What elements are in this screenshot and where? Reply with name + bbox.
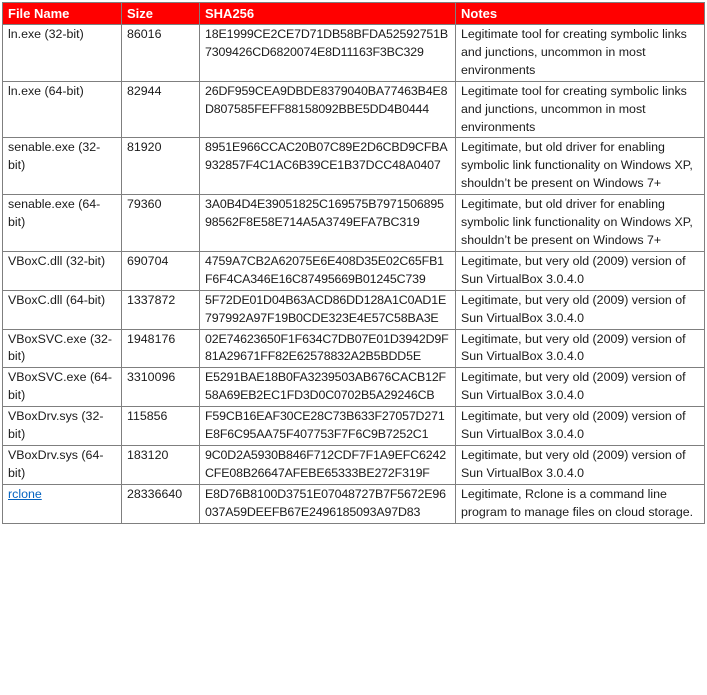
file-name-cell: VBoxDrv.sys (32-bit) [3, 407, 122, 446]
file-name-cell: VBoxSVC.exe (32-bit) [3, 329, 122, 368]
notes-cell: Legitimate, Rclone is a command line program to manage files on cloud storage. [456, 484, 705, 523]
size-cell: 690704 [122, 251, 200, 290]
sha256-cell: 4​7​5​9​A​7​C​B​2​A​6​2​0​7​5​E​6​E​4​0​8​D​3​5​E​0​2​C​6​5​F​B​1​F​6​F​4​C​A​3​4​6​E​1​6​C​8​7​4​9​5​6​6​9​B​0​1​2​4​5​C​7​3​9​ [200, 251, 456, 290]
notes-cell: Legitimate, but old driver for enabling symbolic link functionality on Windows XP, shouldn’t be present on Windows 7+ [456, 195, 705, 252]
file-name-cell: VBoxSVC.exe (64-bit) [3, 368, 122, 407]
sha256-cell: F​5​9​C​B​1​6​E​A​F​3​0​C​E​2​8​C​7​3​B​6​3​3​F​2​7​0​5​7​D​2​7​1​E​8​F​6​C​9​5​A​A​7​5​F​4​0​7​7​5​3​F​7​F​6​C​9​B​7​2​5​2​C​1​ [200, 407, 456, 446]
rclone-link[interactable]: rclone [8, 486, 42, 501]
header-file-name: File Name [3, 3, 122, 25]
table-row [3, 484, 705, 523]
notes-cell: Legitimate, but very old (2009) version of Sun VirtualBox 3.0.4.0 [456, 290, 705, 329]
file-name-cell: VBoxDrv.sys (64-bit) [3, 445, 122, 484]
size-cell: 81920 [122, 138, 200, 195]
sha256-cell: E​8​D​7​6​B​8​1​0​0​D​3​7​5​1​E​0​7​0​4​8​7​2​7​B​7​F​5​6​7​2​E​9​6​0​3​7​A​5​9​D​E​E​F​B​6​7​E​2​4​9​6​1​8​5​0​9​3​A​9​7​D​8​3​ [200, 484, 456, 523]
notes-cell: Legitimate, but very old (2009) version of Sun VirtualBox 3.0.4.0 [456, 407, 705, 446]
table-row [3, 290, 705, 329]
notes-cell: Legitimate tool for creating symbolic links and junctions, uncommon in most environments [456, 25, 705, 82]
table-row [3, 407, 705, 446]
size-cell: 28336640 [122, 484, 200, 523]
size-cell: 1337872 [122, 290, 200, 329]
notes-cell: Legitimate tool for creating symbolic links and junctions, uncommon in most environments [456, 81, 705, 138]
file-hash-table [2, 2, 705, 524]
notes-cell: Legitimate, but very old (2009) version of Sun VirtualBox 3.0.4.0 [456, 445, 705, 484]
file-name-cell: senable.exe (32-bit) [3, 138, 122, 195]
size-cell: 86016 [122, 25, 200, 82]
file-name-cell: VBoxC.dll (32-bit) [3, 251, 122, 290]
file-name-cell: VBoxC.dll (64-bit) [3, 290, 122, 329]
sha256-cell: E​5​2​9​1​B​A​E​1​8​B​0​F​A​3​2​3​9​5​0​3​A​B​6​7​6​C​A​C​B​1​2​F​5​8​A​6​9​E​B​2​E​C​1​F​D​3​D​0​C​0​7​0​2​B​5​A​2​9​2​4​6​C​B​ [200, 368, 456, 407]
size-cell: 183120 [122, 445, 200, 484]
header-row [3, 3, 705, 25]
sha256-cell: 8​9​5​1​E​9​6​6​C​C​A​C​2​0​B​0​7​C​8​9​E​2​D​6​C​B​D​9​C​F​B​A​9​3​2​8​5​7​F​4​C​1​A​C​6​B​3​9​C​E​1​B​3​7​D​C​C​4​8​A​0​4​0​7​ [200, 138, 456, 195]
table-row [3, 329, 705, 368]
file-name-cell [3, 484, 122, 523]
file-name-cell: senable.exe (64-bit) [3, 195, 122, 252]
sha256-cell: 1​8​E​1​9​9​9​C​E​2​C​E​7​D​7​1​D​B​5​8​B​F​D​A​5​2​5​9​2​7​5​1​B​7​3​0​9​4​2​6​C​D​6​8​2​0​0​7​4​E​8​D​1​1​1​6​3​F​3​B​C​3​2​9​ [200, 25, 456, 82]
file-name-cell: ln.exe (64-bit) [3, 81, 122, 138]
size-cell: 1948176 [122, 329, 200, 368]
notes-cell: Legitimate, but very old (2009) version of Sun VirtualBox 3.0.4.0 [456, 251, 705, 290]
file-name-cell: ln.exe (32-bit) [3, 25, 122, 82]
sha256-cell: 9​C​0​D​2​A​5​9​3​0​B​8​4​6​F​7​1​2​C​D​F​7​F​1​A​9​E​F​C​6​2​4​2​C​F​E​0​8​B​2​6​6​4​7​A​F​E​B​E​6​5​3​3​3​B​E​2​7​2​F​3​1​9​F​ [200, 445, 456, 484]
sha256-cell: 0​2​E​7​4​6​2​3​6​5​0​F​1​F​6​3​4​C​7​D​B​0​7​E​0​1​D​3​9​4​2​D​9​F​8​1​A​2​9​6​7​1​F​F​8​2​E​6​2​5​7​8​8​3​2​A​2​B​5​B​D​D​5​E​ [200, 329, 456, 368]
table-row [3, 25, 705, 82]
table-row [3, 445, 705, 484]
table-row [3, 138, 705, 195]
notes-cell: Legitimate, but very old (2009) version of Sun VirtualBox 3.0.4.0 [456, 368, 705, 407]
sha256-cell: 3​A​0​B​4​D​4​E​3​9​0​5​1​8​2​5​C​1​6​9​5​7​5​B​7​9​7​1​5​0​6​8​9​5​9​8​5​6​2​F​8​E​5​8​E​7​1​4​A​5​A​3​7​4​9​E​F​A​7​B​C​3​1​9​ [200, 195, 456, 252]
table-row [3, 251, 705, 290]
size-cell: 82944 [122, 81, 200, 138]
sha256-cell: 2​6​D​F​9​5​9​C​E​A​9​D​B​D​E​8​3​7​9​0​4​0​B​A​7​7​4​6​3​B​4​E​8​D​8​0​7​5​8​5​F​E​F​F​8​8​1​5​8​0​9​2​B​B​E​5​D​D​4​B​0​4​4​4​ [200, 81, 456, 138]
header-notes: Notes [456, 3, 705, 25]
size-cell: 115856 [122, 407, 200, 446]
notes-cell: Legitimate, but very old (2009) version of Sun VirtualBox 3.0.4.0 [456, 329, 705, 368]
sha256-cell: 5​F​7​2​D​E​0​1​D​0​4​B​6​3​A​C​D​8​6​D​D​1​2​8​A​1​C​0​A​D​1​E​7​9​7​9​9​2​A​9​7​F​1​9​B​0​C​D​E​3​2​3​E​4​E​5​7​C​5​8​B​A​3​E​ [200, 290, 456, 329]
size-cell: 79360 [122, 195, 200, 252]
header-sha256: SHA256 [200, 3, 456, 25]
table-row [3, 81, 705, 138]
notes-cell: Legitimate, but old driver for enabling symbolic link functionality on Windows XP, shouldn’t be present on Windows 7+ [456, 138, 705, 195]
header-size: Size [122, 3, 200, 25]
table-row [3, 368, 705, 407]
table-row [3, 195, 705, 252]
size-cell: 3310096 [122, 368, 200, 407]
